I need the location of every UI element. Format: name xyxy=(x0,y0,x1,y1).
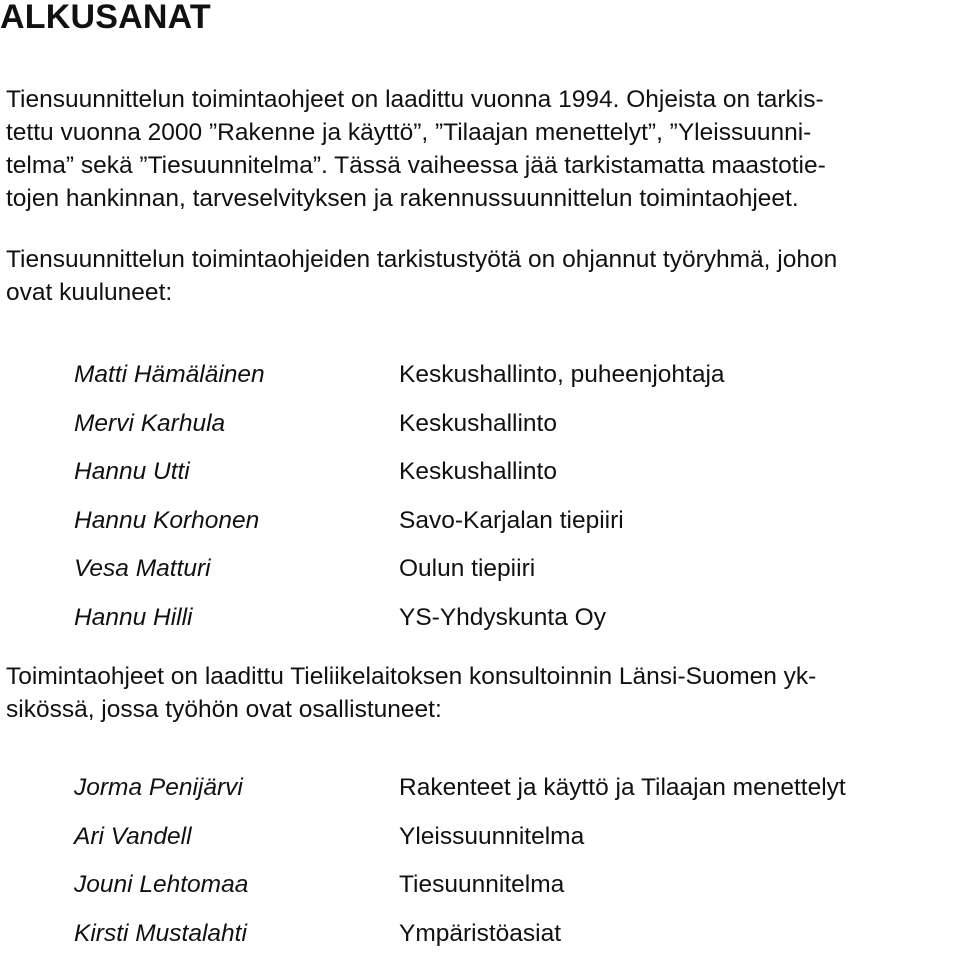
member-name: Mervi Karhula xyxy=(74,409,225,439)
paragraph-line: Tiensuunnittelun toimintaohjeet on laadittu vuonna 1994. Ohjeista on tarkis- xyxy=(6,83,956,116)
member-name: Vesa Matturi xyxy=(74,554,211,584)
paragraph-line: telma” sekä ”Tiesuunnitelma”. Tässä vaiheessa jää tarkistamatta maastotie- xyxy=(6,149,956,182)
authors-list xyxy=(74,773,954,967)
member-name: Hannu Utti xyxy=(74,457,190,487)
list-item xyxy=(74,822,954,871)
member-name: Matti Hämäläinen xyxy=(74,360,265,390)
authors-intro xyxy=(6,660,956,726)
list-item xyxy=(74,919,954,967)
list-item xyxy=(74,457,954,506)
paragraph-line: tettu vuonna 2000 ”Rakenne ja käyttö”, ”Tilaajan menettelyt”, ”Yleissuunni- xyxy=(6,116,956,149)
working-group-intro xyxy=(6,243,956,309)
member-organization: Oulun tiepiiri xyxy=(399,554,535,584)
author-name: Ari Vandell xyxy=(74,822,192,852)
paragraph-line: Toimintaohjeet on laadittu Tieliikelaitoksen konsultoinnin Länsi-Suomen yk- xyxy=(6,660,956,693)
member-organization: Keskushallinto xyxy=(399,409,557,439)
intro-paragraph xyxy=(6,83,956,215)
author-contribution: Rakenteet ja käyttö ja Tilaajan menettelyt xyxy=(399,773,846,803)
author-name: Jorma Penijärvi xyxy=(74,773,243,803)
member-name: Hannu Korhonen xyxy=(74,506,259,536)
list-item xyxy=(74,603,954,652)
paragraph-line: ovat kuuluneet: xyxy=(6,276,956,309)
author-name: Jouni Lehtomaa xyxy=(74,870,248,900)
member-organization: YS-Yhdyskunta Oy xyxy=(399,603,606,633)
paragraph-line: tojen hankinnan, tarveselvityksen ja rakennussuunnittelun toimintaohjeet. xyxy=(6,182,956,215)
author-contribution: Tiesuunnitelma xyxy=(399,870,564,900)
author-contribution: Yleissuunnitelma xyxy=(399,822,584,852)
member-organization: Keskushallinto xyxy=(399,457,557,487)
list-item xyxy=(74,506,954,555)
author-contribution: Ympäristöasiat xyxy=(399,919,561,949)
member-organization: Keskushallinto, puheenjohtaja xyxy=(399,360,725,390)
list-item xyxy=(74,360,954,409)
list-item xyxy=(74,773,954,822)
member-name: Hannu Hilli xyxy=(74,603,192,633)
paragraph-line: Tiensuunnittelun toimintaohjeiden tarkistustyötä on ohjannut työryhmä, johon xyxy=(6,243,956,276)
author-name: Kirsti Mustalahti xyxy=(74,919,247,949)
list-item xyxy=(74,554,954,603)
member-organization: Savo-Karjalan tiepiiri xyxy=(399,506,624,536)
list-item xyxy=(74,870,954,919)
list-item xyxy=(74,409,954,458)
working-group-list xyxy=(74,360,954,651)
page-title: ALKUSANAT xyxy=(0,0,211,37)
paragraph-line: sikössä, jossa työhön ovat osallistuneet: xyxy=(6,693,956,726)
